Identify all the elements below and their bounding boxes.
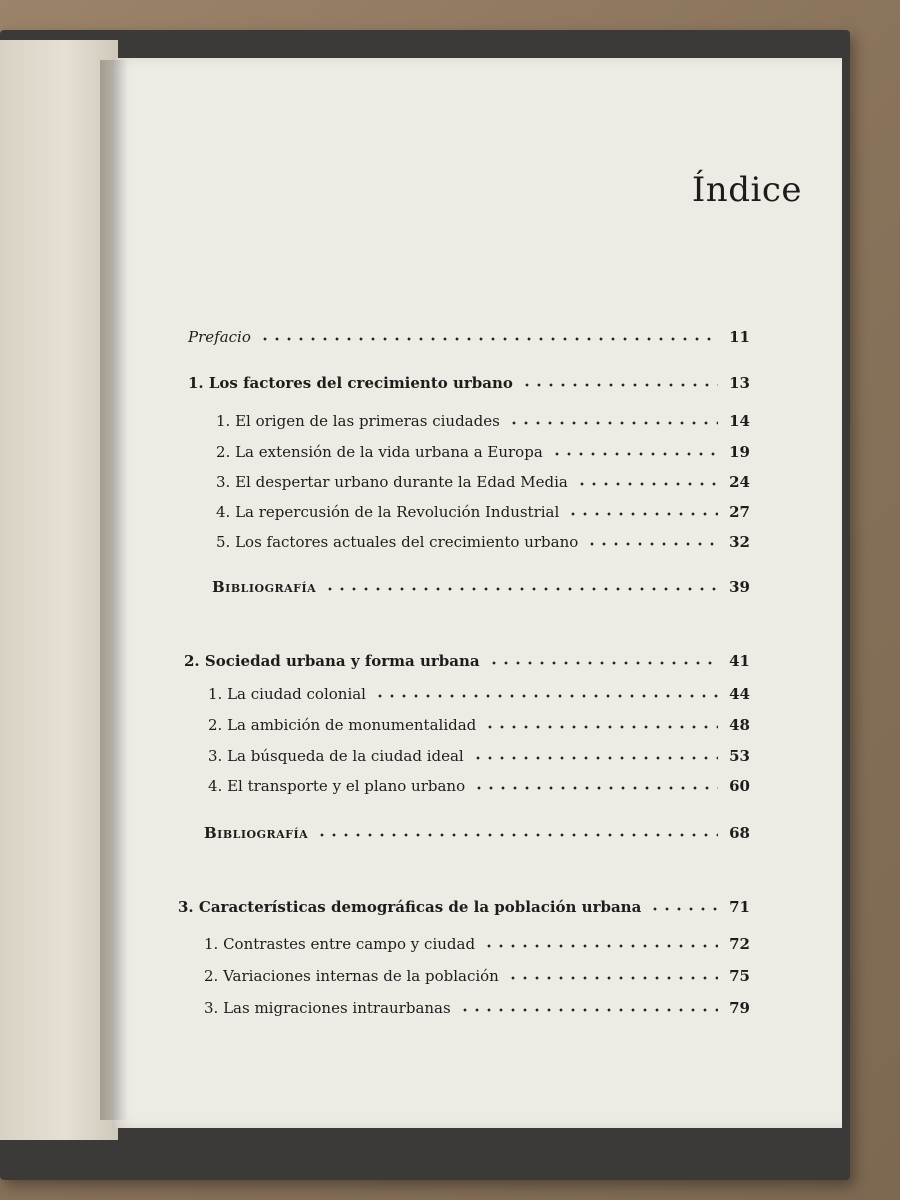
dot-leader [316,833,718,837]
toc-page-number: 44 [729,685,750,703]
toc-entry-label: 4. El transporte y el plano urbano [208,777,466,795]
toc-page-number: 19 [729,443,750,461]
toc-entry-label: 3. Las migraciones intraurbanas [204,999,451,1017]
toc-section-1-5 [216,533,750,561]
toc-entry-label: 3. Características demográficas de la población urbana [178,898,642,916]
toc-section-2-2 [208,716,750,744]
dot-leader [259,337,718,341]
toc-entry-label: 1. Los factores del crecimiento urbano [188,374,513,392]
toc-entry-label: 1. Contrastes entre campo y ciudad [204,935,476,953]
toc-page-number: 75 [729,967,750,985]
toc-entry-label: 3. La búsqueda de la ciudad ideal [208,747,464,765]
toc-page-number: 14 [729,412,750,430]
toc-entry-label: 5. Los factores actuales del crecimiento urbano [216,533,579,551]
page-gutter-shadow [100,60,128,1120]
toc-chapter-2 [184,652,750,680]
toc-page-number: 11 [729,328,750,346]
toc-entry-label: Prefacio [188,328,251,346]
toc-section-2-4 [208,777,750,805]
toc-section-3-1 [204,935,750,963]
toc-entry-prefacio [188,328,750,356]
toc-page-number: 72 [729,935,750,953]
dot-leader [521,383,718,387]
toc-entry-label: Bibliografía [212,578,317,596]
dot-leader [551,452,718,456]
toc-section-2-3 [208,747,750,775]
dot-leader [567,512,718,516]
dot-leader [374,694,718,698]
toc-page-number: 24 [729,473,750,491]
dot-leader [324,587,718,591]
dot-leader [488,661,718,665]
dot-leader [586,542,718,546]
toc-section-3-2 [204,967,750,995]
toc-bibliography-2 [204,824,750,852]
dot-leader [483,944,718,948]
dot-leader [508,421,718,425]
dot-leader [507,976,718,980]
toc-chapter-1 [188,374,750,402]
dot-leader [649,907,718,911]
dot-leader [459,1008,718,1012]
toc-page-number: 32 [729,533,750,551]
toc-section-1-4 [216,503,750,531]
toc-section-1-3 [216,473,750,501]
toc-entry-label: 1. La ciudad colonial [208,685,366,703]
toc-page-number: 48 [729,716,750,734]
toc-page-number: 39 [729,578,750,596]
toc-section-2-1 [208,685,750,713]
toc-bibliography-1 [212,578,750,606]
toc-entry-label: 2. La extensión de la vida urbana a Europa [216,443,543,461]
toc-page-number: 27 [729,503,750,521]
toc-entry-label: 2. Variaciones internas de la población [204,967,499,985]
toc-entry-label: 4. La repercusión de la Revolución Industrial [216,503,560,521]
toc-page-number: 13 [729,374,750,392]
toc-page-number: 68 [729,824,750,842]
dot-leader [576,482,718,486]
toc-section-1-2 [216,443,750,471]
dot-leader [473,786,718,790]
page-title: Índice [691,170,802,210]
toc-page-number: 41 [729,652,750,670]
dot-leader [484,725,718,729]
dot-leader [472,756,718,760]
toc-entry-label: Bibliografía [204,824,309,842]
toc-section-1-1 [216,412,750,440]
toc-section-3-3 [204,999,750,1027]
toc-entry-label: 3. El despertar urbano durante la Edad Media [216,473,568,491]
toc-page-number: 53 [729,747,750,765]
toc-chapter-3 [178,898,750,926]
toc-page-number: 71 [729,898,750,916]
toc-page-number: 60 [729,777,750,795]
toc-entry-label: 2. La ambición de monumentalidad [208,716,477,734]
toc-page-number: 79 [729,999,750,1017]
toc-entry-label: 1. El origen de las primeras ciudades [216,412,500,430]
toc-entry-label: 2. Sociedad urbana y forma urbana [184,652,480,670]
